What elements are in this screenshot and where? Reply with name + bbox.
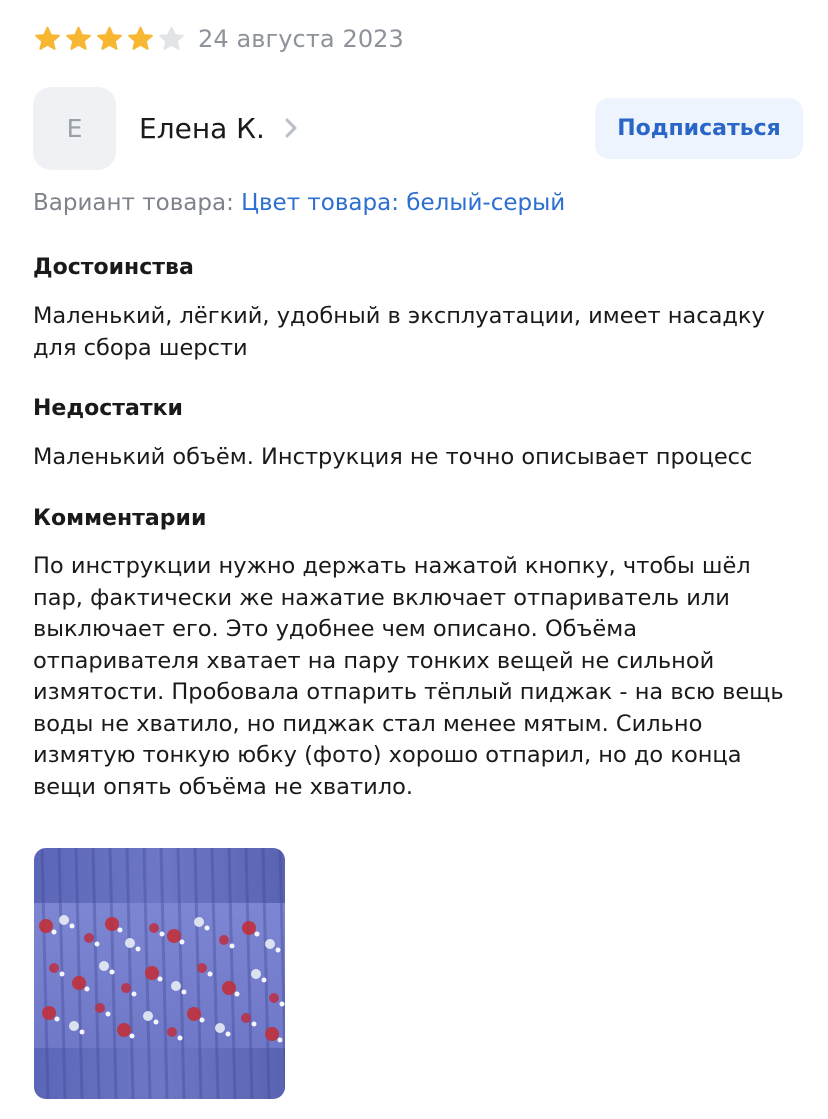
- author-row: [33, 86, 803, 170]
- product-variant: [33, 190, 565, 216]
- avatar[interactable]: Е: [33, 87, 116, 170]
- comment-text: По инструкции нужно держать нажатой кнопку, чтобы шёл пар, фактически же нажатие включает отпариватель или выключает его. Это удобнее чем описано. Объёма отпаривателя хватает на пару тонких вещей не сильной измятости. Пробовала отпарить тёплый пиджак - на всю вещь воды не хватило, но пиджак стал менее мятым. Сильно измятую тонкую юбку (фото) хорошо отпарил, но до конца вещи опять объёма не хватило.: [33, 553, 784, 800]
- pros-title: Достоинства: [33, 255, 194, 280]
- pros-text: Маленький, лёгкий, удобный в эксплуатации, имеет насадку для сбора шерсти: [33, 303, 765, 361]
- chevron-right-icon[interactable]: [283, 117, 299, 139]
- review-photo[interactable]: [34, 848, 285, 1099]
- star-filled-icon: [95, 25, 124, 54]
- skirt-photo-image: [34, 848, 285, 1099]
- subscribe-button[interactable]: Подписаться: [595, 98, 803, 159]
- star-filled-icon: [126, 25, 155, 54]
- star-filled-icon: [33, 25, 62, 54]
- cons-title: Недостатки: [33, 396, 183, 421]
- star-filled-icon: [64, 25, 93, 54]
- star-rating: [33, 25, 186, 54]
- variant-label: Вариант товара:: [33, 190, 234, 216]
- rating-row: [33, 22, 404, 56]
- review-date: 24 августа 2023: [198, 25, 404, 53]
- comment-title: Комментарии: [33, 506, 207, 531]
- cons-text: Маленький объём. Инструкция не точно описывает процесс: [33, 444, 753, 470]
- star-empty-icon: [157, 25, 186, 54]
- variant-value[interactable]: Цвет товара: белый-серый: [241, 190, 566, 216]
- author-name[interactable]: Елена К.: [139, 111, 265, 145]
